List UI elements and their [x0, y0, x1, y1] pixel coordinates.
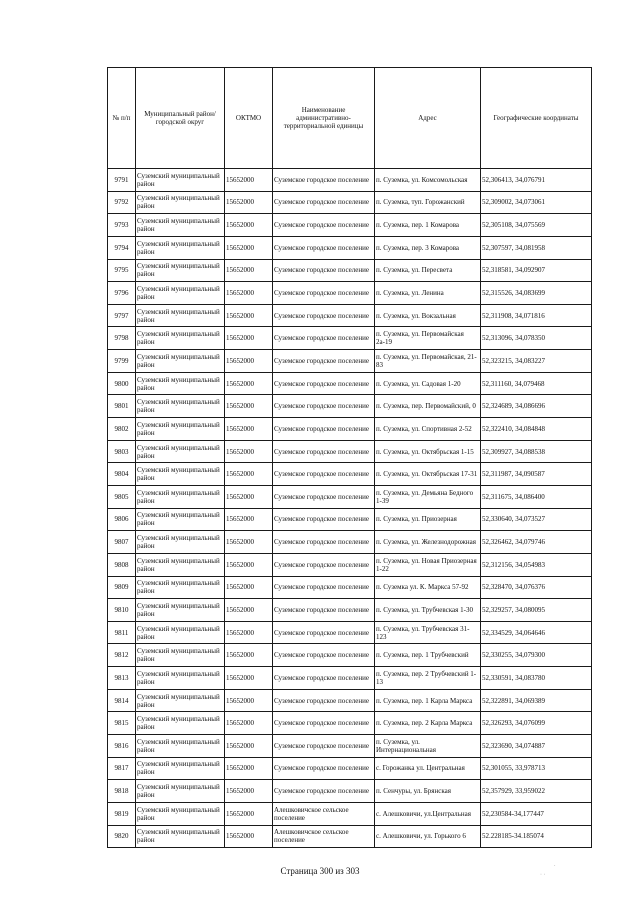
- cell-address: п. Суземка, туп. Горожанский: [375, 191, 481, 214]
- cell-admin-unit: Суземское городское поселение: [273, 576, 375, 599]
- cell-oktmo: 15652000: [225, 735, 273, 758]
- cell-oktmo: 15652000: [225, 621, 273, 644]
- cell-district: Суземский муниципальный район: [136, 576, 225, 599]
- cell-district: Суземский муниципальный район: [136, 350, 225, 373]
- cell-district: Суземский муниципальный район: [136, 214, 225, 237]
- cell-number: 9792: [108, 191, 136, 214]
- table-row: [108, 304, 592, 327]
- cell-number: 9818: [108, 780, 136, 803]
- cell-coordinates: 52,330640, 34,073527: [481, 508, 592, 531]
- cell-district: Суземский муниципальный район: [136, 802, 225, 825]
- cell-district: Суземский муниципальный район: [136, 418, 225, 441]
- cell-number: 9813: [108, 667, 136, 690]
- cell-address: п. Суземка, ул. Спортивная 2-52: [375, 418, 481, 441]
- cell-coordinates: 52,328470, 34,076376: [481, 576, 592, 599]
- cell-oktmo: 15652000: [225, 599, 273, 622]
- cell-oktmo: 15652000: [225, 644, 273, 667]
- cell-coordinates: 52,307597, 34,081958: [481, 236, 592, 259]
- cell-coordinates: 52,329257, 34,080095: [481, 599, 592, 622]
- table-row: [108, 553, 592, 576]
- cell-oktmo: 15652000: [225, 304, 273, 327]
- cell-coordinates: 52,326293, 34,076099: [481, 712, 592, 735]
- cell-number: 9810: [108, 599, 136, 622]
- cell-number: 9815: [108, 712, 136, 735]
- cell-district: Суземский муниципальный район: [136, 259, 225, 282]
- cell-oktmo: 15652000: [225, 327, 273, 350]
- cell-number: 9809: [108, 576, 136, 599]
- cell-admin-unit: Суземское городское поселение: [273, 780, 375, 803]
- cell-oktmo: 15652000: [225, 395, 273, 418]
- cell-oktmo: 15652000: [225, 372, 273, 395]
- cell-district: Суземский муниципальный район: [136, 304, 225, 327]
- cell-admin-unit: Суземское городское поселение: [273, 169, 375, 192]
- cell-oktmo: 15652000: [225, 463, 273, 486]
- cell-district: Суземский муниципальный район: [136, 735, 225, 758]
- cell-oktmo: 15652000: [225, 169, 273, 192]
- table-row: [108, 531, 592, 554]
- cell-district: Суземский муниципальный район: [136, 825, 225, 848]
- cell-address: п. Суземка, ул. Первомайская 2а-19: [375, 327, 481, 350]
- cell-coordinates: 52,230584-34,177447: [481, 802, 592, 825]
- cell-admin-unit: Суземское городское поселение: [273, 191, 375, 214]
- cell-address: с. Алешковичи, ул. Горького 6: [375, 825, 481, 848]
- cell-coordinates: 52,315526, 34,083699: [481, 282, 592, 305]
- cell-coordinates: 52,334529, 34,064646: [481, 621, 592, 644]
- cell-district: Суземский муниципальный район: [136, 327, 225, 350]
- cell-oktmo: 15652000: [225, 531, 273, 554]
- cell-number: 9795: [108, 259, 136, 282]
- table-row: [108, 780, 592, 803]
- cell-coordinates: 52,311160, 34,079468: [481, 372, 592, 395]
- cell-oktmo: 15652000: [225, 825, 273, 848]
- cell-coordinates: 52,330591, 34,083780: [481, 667, 592, 690]
- cell-district: Суземский муниципальный район: [136, 440, 225, 463]
- cell-number: 9801: [108, 395, 136, 418]
- cell-address: п. Суземка, ул. Железнодорожная: [375, 531, 481, 554]
- cell-oktmo: 15652000: [225, 780, 273, 803]
- scan-speck: .: [554, 862, 556, 868]
- cell-address: п. Суземка, пер. 2 Карла Маркса: [375, 712, 481, 735]
- cell-address: п. Суземка, пер. 3 Комарова: [375, 236, 481, 259]
- cell-address: п. Суземка, ул. Октябрьская 17-31: [375, 463, 481, 486]
- table-row: [108, 259, 592, 282]
- cell-address: п. Суземка, ул. Комсомольская: [375, 169, 481, 192]
- cell-coordinates: 52,357929, 33,959022: [481, 780, 592, 803]
- cell-admin-unit: Суземское городское поселение: [273, 553, 375, 576]
- table-row: [108, 282, 592, 305]
- cell-admin-unit: Суземское городское поселение: [273, 259, 375, 282]
- cell-district: Суземский муниципальный район: [136, 485, 225, 508]
- cell-admin-unit: Суземское городское поселение: [273, 735, 375, 758]
- table-row: [108, 802, 592, 825]
- table-row: [108, 644, 592, 667]
- cell-admin-unit: Алешковичское сельское поселение: [273, 802, 375, 825]
- table-row: [108, 463, 592, 486]
- cell-admin-unit: Суземское городское поселение: [273, 508, 375, 531]
- cell-address: п. Суземка, ул. Интернациональная: [375, 735, 481, 758]
- table-row: [108, 372, 592, 395]
- cell-oktmo: 15652000: [225, 667, 273, 690]
- cell-admin-unit: Алешковичское сельское поселение: [273, 825, 375, 848]
- cell-admin-unit: Суземское городское поселение: [273, 418, 375, 441]
- cell-coordinates: 52,311987, 34,090587: [481, 463, 592, 486]
- cell-oktmo: 15652000: [225, 508, 273, 531]
- scan-speck: · ·: [540, 872, 546, 878]
- cell-address: п. Суземка, пер. Первомайский, 0: [375, 395, 481, 418]
- cell-coordinates: 52,306413, 34,076791: [481, 169, 592, 192]
- cell-address: п. Суземка, ул. Вокзальная: [375, 304, 481, 327]
- cell-oktmo: 15652000: [225, 712, 273, 735]
- cell-coordinates: 52,313096, 34,078350: [481, 327, 592, 350]
- cell-admin-unit: Суземское городское поселение: [273, 644, 375, 667]
- cell-number: 9796: [108, 282, 136, 305]
- cell-number: 9802: [108, 418, 136, 441]
- table-row: [108, 621, 592, 644]
- cell-number: 9794: [108, 236, 136, 259]
- cell-oktmo: 15652000: [225, 440, 273, 463]
- cell-admin-unit: Суземское городское поселение: [273, 395, 375, 418]
- header-district: Муниципальный район/городской округ: [136, 68, 225, 169]
- table-row: [108, 825, 592, 848]
- page-number: Страница 300 из 303: [280, 866, 360, 876]
- cell-oktmo: 15652000: [225, 282, 273, 305]
- header-admin-unit: Наименование административно-территориальной единицы: [273, 68, 375, 169]
- cell-address: п. Суземка, ул. Пересвета: [375, 259, 481, 282]
- cell-admin-unit: Суземское городское поселение: [273, 463, 375, 486]
- cell-address: п. Сенчуры, ул. Брянская: [375, 780, 481, 803]
- table-row: [108, 214, 592, 237]
- cell-coordinates: 52,322891, 34,069389: [481, 689, 592, 712]
- table-row: [108, 576, 592, 599]
- cell-coordinates: 52,309927, 34,088538: [481, 440, 592, 463]
- cell-coordinates: 52,323690, 34,074887: [481, 735, 592, 758]
- cell-district: Суземский муниципальный район: [136, 667, 225, 690]
- cell-coordinates: 52,322410, 34,084848: [481, 418, 592, 441]
- cell-address: п. Суземка, пер. 1 Карла Маркса: [375, 689, 481, 712]
- cell-number: 9800: [108, 372, 136, 395]
- cell-coordinates: 52,330255, 34,079300: [481, 644, 592, 667]
- cell-address: п. Суземка, ул. Трубчевская 1-30: [375, 599, 481, 622]
- cell-number: 9797: [108, 304, 136, 327]
- cell-number: 9811: [108, 621, 136, 644]
- cell-address: п. Суземка, пер. 1 Трубчевский: [375, 644, 481, 667]
- table-row: [108, 599, 592, 622]
- cell-number: 9814: [108, 689, 136, 712]
- cell-admin-unit: Суземское городское поселение: [273, 599, 375, 622]
- cell-admin-unit: Суземское городское поселение: [273, 214, 375, 237]
- cell-number: 9808: [108, 553, 136, 576]
- cell-oktmo: 15652000: [225, 259, 273, 282]
- cell-admin-unit: Суземское городское поселение: [273, 440, 375, 463]
- cell-admin-unit: Суземское городское поселение: [273, 621, 375, 644]
- cell-coordinates: 52,312156, 34,054983: [481, 553, 592, 576]
- cell-district: Суземский муниципальный район: [136, 372, 225, 395]
- cell-oktmo: 15652000: [225, 689, 273, 712]
- cell-number: 9804: [108, 463, 136, 486]
- cell-number: 9793: [108, 214, 136, 237]
- cell-oktmo: 15652000: [225, 576, 273, 599]
- cell-number: 9806: [108, 508, 136, 531]
- cell-address: п. Суземка ул. К. Маркса 57-92: [375, 576, 481, 599]
- cell-number: 9803: [108, 440, 136, 463]
- cell-admin-unit: Суземское городское поселение: [273, 282, 375, 305]
- cell-oktmo: 15652000: [225, 236, 273, 259]
- cell-oktmo: 15652000: [225, 757, 273, 780]
- cell-number: 9820: [108, 825, 136, 848]
- table-row: [108, 327, 592, 350]
- cell-address: с. Горожанка ул. Центральная: [375, 757, 481, 780]
- table-row: [108, 169, 592, 192]
- cell-district: Суземский муниципальный район: [136, 757, 225, 780]
- cell-coordinates: 52,309002, 34,073061: [481, 191, 592, 214]
- table-body: [108, 169, 592, 848]
- table-row: [108, 418, 592, 441]
- cell-admin-unit: Суземское городское поселение: [273, 689, 375, 712]
- cell-admin-unit: Суземское городское поселение: [273, 485, 375, 508]
- cell-admin-unit: Суземское городское поселение: [273, 667, 375, 690]
- cell-number: 9816: [108, 735, 136, 758]
- table-row: [108, 485, 592, 508]
- cell-admin-unit: Суземское городское поселение: [273, 712, 375, 735]
- cell-address: с. Алешковичи, ул.Центральная: [375, 802, 481, 825]
- cell-number: 9817: [108, 757, 136, 780]
- cell-number: 9799: [108, 350, 136, 373]
- cell-coordinates: 52,326462, 34,079746: [481, 531, 592, 554]
- cell-coordinates: 52.228185-34.185074: [481, 825, 592, 848]
- cell-oktmo: 15652000: [225, 418, 273, 441]
- cell-address: п. Суземка, ул. Новая Приозерная 1-22: [375, 553, 481, 576]
- cell-admin-unit: Суземское городское поселение: [273, 757, 375, 780]
- cell-oktmo: 15652000: [225, 191, 273, 214]
- cell-district: Суземский муниципальный район: [136, 599, 225, 622]
- cell-number: 9807: [108, 531, 136, 554]
- cell-district: Суземский муниципальный район: [136, 282, 225, 305]
- cell-address: п. Суземка, ул. Приозерная: [375, 508, 481, 531]
- cell-district: Суземский муниципальный район: [136, 621, 225, 644]
- table-row: [108, 757, 592, 780]
- table-row: [108, 191, 592, 214]
- cell-district: Суземский муниципальный район: [136, 236, 225, 259]
- cell-coordinates: 52,301055, 33,978713: [481, 757, 592, 780]
- cell-admin-unit: Суземское городское поселение: [273, 531, 375, 554]
- header-coordinates: Географические координаты: [481, 68, 592, 169]
- table-row: [108, 236, 592, 259]
- cell-admin-unit: Суземское городское поселение: [273, 350, 375, 373]
- cell-address: п. Суземка, ул. Октябрьская 1-15: [375, 440, 481, 463]
- cell-coordinates: 52,324689, 34,086696: [481, 395, 592, 418]
- cell-oktmo: 15652000: [225, 485, 273, 508]
- cell-district: Суземский муниципальный район: [136, 689, 225, 712]
- cell-address: п. Суземка, ул. Садовая 1-20: [375, 372, 481, 395]
- cell-coordinates: 52,305108, 34,075569: [481, 214, 592, 237]
- cell-district: Суземский муниципальный район: [136, 191, 225, 214]
- cell-number: 9791: [108, 169, 136, 192]
- cell-number: 9812: [108, 644, 136, 667]
- cell-coordinates: 52,311675, 34,086400: [481, 485, 592, 508]
- cell-district: Суземский муниципальный район: [136, 463, 225, 486]
- cell-address: п. Суземка, пер. 1 Комарова: [375, 214, 481, 237]
- cell-coordinates: 52,311908, 34,071816: [481, 304, 592, 327]
- cell-address: п. Суземка, пер. 2 Трубчевский 1-13: [375, 667, 481, 690]
- cell-district: Суземский муниципальный район: [136, 395, 225, 418]
- cell-coordinates: 52,323215, 34,083227: [481, 350, 592, 373]
- table-row: [108, 508, 592, 531]
- cell-admin-unit: Суземское городское поселение: [273, 236, 375, 259]
- header-address: Адрес: [375, 68, 481, 169]
- table-row: [108, 350, 592, 373]
- cell-oktmo: 15652000: [225, 802, 273, 825]
- cell-coordinates: 52,318581, 34,092907: [481, 259, 592, 282]
- cell-admin-unit: Суземское городское поселение: [273, 372, 375, 395]
- cell-number: 9819: [108, 802, 136, 825]
- table-row: [108, 395, 592, 418]
- cell-district: Суземский муниципальный район: [136, 531, 225, 554]
- cell-admin-unit: Суземское городское поселение: [273, 304, 375, 327]
- cell-address: п. Суземка, ул. Ленина: [375, 282, 481, 305]
- table-row: [108, 689, 592, 712]
- cell-district: Суземский муниципальный район: [136, 508, 225, 531]
- cell-address: п. Суземка, ул. Трубчевская 31-123: [375, 621, 481, 644]
- table-header-row: [108, 68, 592, 169]
- header-oktmo: ОКТМО: [225, 68, 273, 169]
- cell-oktmo: 15652000: [225, 350, 273, 373]
- cell-oktmo: 15652000: [225, 214, 273, 237]
- cell-district: Суземский муниципальный район: [136, 169, 225, 192]
- coordinates-table: [107, 67, 592, 848]
- table-row: [108, 440, 592, 463]
- cell-oktmo: 15652000: [225, 553, 273, 576]
- cell-district: Суземский муниципальный район: [136, 644, 225, 667]
- cell-number: 9805: [108, 485, 136, 508]
- cell-district: Суземский муниципальный район: [136, 553, 225, 576]
- cell-district: Суземский муниципальный район: [136, 712, 225, 735]
- table-row: [108, 667, 592, 690]
- header-number: № п/п: [108, 68, 136, 169]
- cell-number: 9798: [108, 327, 136, 350]
- table-row: [108, 735, 592, 758]
- cell-address: п. Суземка, ул. Первомайская, 21-83: [375, 350, 481, 373]
- cell-address: п. Суземка, ул. Демьяна Бедного 1-39: [375, 485, 481, 508]
- cell-admin-unit: Суземское городское поселение: [273, 327, 375, 350]
- cell-district: Суземский муниципальный район: [136, 780, 225, 803]
- table-row: [108, 712, 592, 735]
